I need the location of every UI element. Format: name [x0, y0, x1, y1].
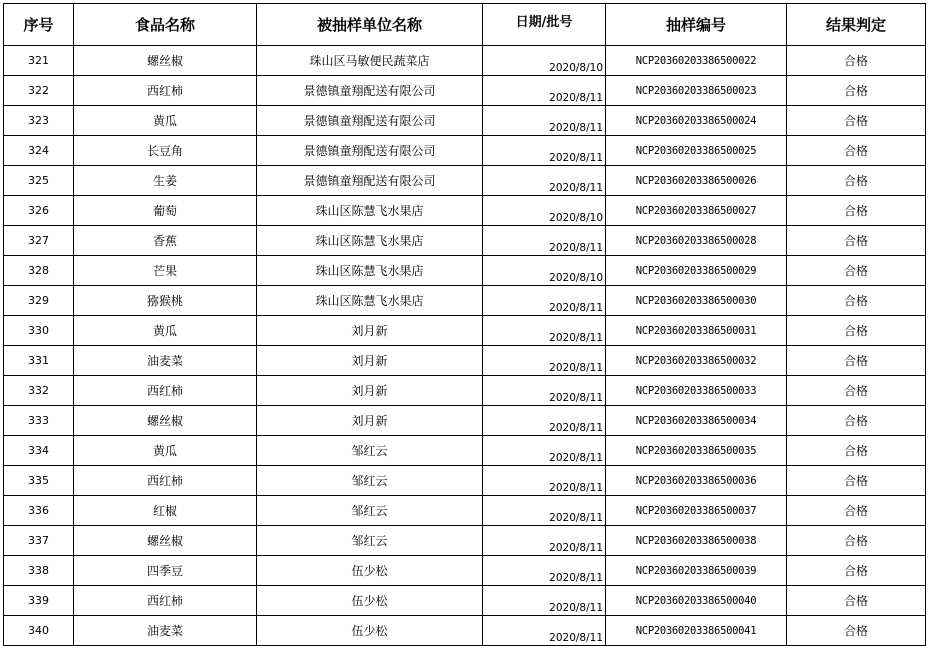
cell-serial-no[interactable]: 334	[4, 436, 74, 466]
cell-sampled-unit[interactable]: 景德镇童翔配送有限公司	[257, 106, 483, 136]
cell-result[interactable]: 合格	[787, 256, 926, 286]
cell-serial-no[interactable]: 340	[4, 616, 74, 646]
cell-food-name[interactable]: 螺丝椒	[74, 406, 257, 436]
cell-date-batch[interactable]: 2020/8/11	[483, 586, 606, 616]
header-sample-code[interactable]: 抽样编号	[606, 4, 787, 46]
cell-sample-code[interactable]: NCP20360203386500034	[606, 406, 787, 436]
cell-sample-code[interactable]: NCP20360203386500033	[606, 376, 787, 406]
cell-sample-code[interactable]: NCP20360203386500023	[606, 76, 787, 106]
cell-date-batch[interactable]: 2020/8/11	[483, 286, 606, 316]
cell-food-name[interactable]: 西红柿	[74, 586, 257, 616]
cell-food-name[interactable]: 猕猴桃	[74, 286, 257, 316]
cell-serial-no[interactable]: 322	[4, 76, 74, 106]
cell-sampled-unit[interactable]: 邹红云	[257, 496, 483, 526]
cell-sampled-unit[interactable]: 刘月新	[257, 346, 483, 376]
cell-sampled-unit[interactable]: 刘月新	[257, 376, 483, 406]
cell-result[interactable]: 合格	[787, 316, 926, 346]
cell-sample-code[interactable]: NCP20360203386500031	[606, 316, 787, 346]
header-food-name[interactable]: 食品名称	[74, 4, 257, 46]
cell-serial-no[interactable]: 339	[4, 586, 74, 616]
cell-date-batch[interactable]: 2020/8/11	[483, 466, 606, 496]
cell-food-name[interactable]: 油麦菜	[74, 346, 257, 376]
cell-sampled-unit[interactable]: 刘月新	[257, 406, 483, 436]
cell-food-name[interactable]: 四季豆	[74, 556, 257, 586]
cell-sampled-unit[interactable]: 邹红云	[257, 526, 483, 556]
table-row	[4, 196, 926, 226]
cell-date-batch[interactable]: 2020/8/11	[483, 616, 606, 646]
table-row	[4, 286, 926, 316]
cell-sampled-unit[interactable]: 景德镇童翔配送有限公司	[257, 166, 483, 196]
cell-sample-code[interactable]: NCP20360203386500024	[606, 106, 787, 136]
cell-food-name[interactable]: 红椒	[74, 496, 257, 526]
cell-date-batch[interactable]: 2020/8/11	[483, 226, 606, 256]
cell-sampled-unit[interactable]: 伍少松	[257, 616, 483, 646]
cell-date-batch[interactable]: 2020/8/11	[483, 496, 606, 526]
header-row	[4, 4, 926, 46]
cell-date-batch[interactable]: 2020/8/11	[483, 76, 606, 106]
header-date-batch[interactable]: 日期/批号	[483, 4, 606, 46]
table-row	[4, 586, 926, 616]
cell-sampled-unit[interactable]: 珠山区马敏便民蔬菜店	[257, 46, 483, 76]
cell-date-batch[interactable]: 2020/8/11	[483, 166, 606, 196]
cell-serial-no[interactable]: 337	[4, 526, 74, 556]
cell-result[interactable]: 合格	[787, 136, 926, 166]
cell-sampled-unit[interactable]: 珠山区陈慧飞水果店	[257, 226, 483, 256]
cell-sample-code[interactable]: NCP20360203386500036	[606, 466, 787, 496]
cell-sample-code[interactable]: NCP20360203386500027	[606, 196, 787, 226]
inspection-results-sheet	[3, 3, 925, 646]
cell-result[interactable]: 合格	[787, 46, 926, 76]
table-row	[4, 406, 926, 436]
cell-serial-no[interactable]: 333	[4, 406, 74, 436]
cell-date-batch[interactable]: 2020/8/10	[483, 256, 606, 286]
cell-food-name[interactable]: 生姜	[74, 166, 257, 196]
table-row	[4, 226, 926, 256]
cell-sampled-unit[interactable]: 邹红云	[257, 466, 483, 496]
cell-serial-no[interactable]: 332	[4, 376, 74, 406]
cell-food-name[interactable]: 西红柿	[74, 376, 257, 406]
cell-food-name[interactable]: 芒果	[74, 256, 257, 286]
cell-sample-code[interactable]: NCP20360203386500038	[606, 526, 787, 556]
cell-result[interactable]: 合格	[787, 556, 926, 586]
cell-result[interactable]: 合格	[787, 406, 926, 436]
cell-sampled-unit[interactable]: 伍少松	[257, 586, 483, 616]
table-row	[4, 496, 926, 526]
cell-food-name[interactable]: 西红柿	[74, 466, 257, 496]
cell-sampled-unit[interactable]: 珠山区陈慧飞水果店	[257, 256, 483, 286]
cell-result[interactable]: 合格	[787, 586, 926, 616]
cell-food-name[interactable]: 油麦菜	[74, 616, 257, 646]
cell-sample-code[interactable]: NCP20360203386500041	[606, 616, 787, 646]
cell-result[interactable]: 合格	[787, 466, 926, 496]
cell-sampled-unit[interactable]: 邹红云	[257, 436, 483, 466]
cell-date-batch[interactable]: 2020/8/11	[483, 526, 606, 556]
cell-food-name[interactable]: 葡萄	[74, 196, 257, 226]
cell-date-batch[interactable]: 2020/8/11	[483, 136, 606, 166]
cell-sampled-unit[interactable]: 伍少松	[257, 556, 483, 586]
cell-food-name[interactable]: 螺丝椒	[74, 526, 257, 556]
cell-serial-no[interactable]: 338	[4, 556, 74, 586]
table-row	[4, 376, 926, 406]
cell-serial-no[interactable]: 325	[4, 166, 74, 196]
cell-sampled-unit[interactable]: 珠山区陈慧飞水果店	[257, 196, 483, 226]
cell-sample-code[interactable]: NCP20360203386500025	[606, 136, 787, 166]
table-row	[4, 46, 926, 76]
cell-food-name[interactable]: 香蕉	[74, 226, 257, 256]
table-row	[4, 556, 926, 586]
cell-serial-no[interactable]: 335	[4, 466, 74, 496]
cell-sample-code[interactable]: NCP20360203386500022	[606, 46, 787, 76]
cell-sampled-unit[interactable]: 景德镇童翔配送有限公司	[257, 76, 483, 106]
cell-serial-no[interactable]: 324	[4, 136, 74, 166]
table-body	[4, 46, 926, 646]
table-row	[4, 526, 926, 556]
cell-date-batch[interactable]: 2020/8/11	[483, 346, 606, 376]
cell-food-name[interactable]: 黄瓜	[74, 436, 257, 466]
cell-date-batch[interactable]: 2020/8/11	[483, 436, 606, 466]
cell-food-name[interactable]: 西红柿	[74, 76, 257, 106]
cell-result[interactable]: 合格	[787, 76, 926, 106]
table-row	[4, 166, 926, 196]
cell-serial-no[interactable]: 328	[4, 256, 74, 286]
table-row	[4, 466, 926, 496]
cell-date-batch[interactable]: 2020/8/10	[483, 196, 606, 226]
cell-result[interactable]: 合格	[787, 376, 926, 406]
cell-sample-code[interactable]: NCP20360203386500029	[606, 256, 787, 286]
cell-sample-code[interactable]: NCP20360203386500026	[606, 166, 787, 196]
cell-result[interactable]: 合格	[787, 346, 926, 376]
cell-food-name[interactable]: 黄瓜	[74, 316, 257, 346]
cell-sample-code[interactable]: NCP20360203386500030	[606, 286, 787, 316]
cell-sample-code[interactable]: NCP20360203386500028	[606, 226, 787, 256]
cell-date-batch[interactable]: 2020/8/11	[483, 556, 606, 586]
cell-serial-no[interactable]: 331	[4, 346, 74, 376]
cell-result[interactable]: 合格	[787, 106, 926, 136]
table-row	[4, 316, 926, 346]
cell-result[interactable]: 合格	[787, 526, 926, 556]
cell-serial-no[interactable]: 321	[4, 46, 74, 76]
cell-date-batch[interactable]: 2020/8/11	[483, 376, 606, 406]
cell-result[interactable]: 合格	[787, 166, 926, 196]
cell-date-batch[interactable]: 2020/8/11	[483, 106, 606, 136]
cell-result[interactable]: 合格	[787, 496, 926, 526]
table-row	[4, 616, 926, 646]
cell-food-name[interactable]: 长豆角	[74, 136, 257, 166]
table-row	[4, 76, 926, 106]
table-row	[4, 436, 926, 466]
cell-result[interactable]: 合格	[787, 226, 926, 256]
cell-result[interactable]: 合格	[787, 286, 926, 316]
cell-sampled-unit[interactable]: 珠山区陈慧飞水果店	[257, 286, 483, 316]
cell-sample-code[interactable]: NCP20360203386500039	[606, 556, 787, 586]
cell-date-batch[interactable]: 2020/8/10	[483, 46, 606, 76]
cell-result[interactable]: 合格	[787, 616, 926, 646]
header-serial-no[interactable]: 序号	[4, 4, 74, 46]
cell-result[interactable]: 合格	[787, 436, 926, 466]
table-row	[4, 346, 926, 376]
cell-date-batch[interactable]: 2020/8/11	[483, 316, 606, 346]
cell-serial-no[interactable]: 327	[4, 226, 74, 256]
cell-food-name[interactable]: 黄瓜	[74, 106, 257, 136]
inspection-results-table	[3, 3, 926, 646]
cell-serial-no[interactable]: 326	[4, 196, 74, 226]
table-row	[4, 256, 926, 286]
cell-date-batch[interactable]: 2020/8/11	[483, 406, 606, 436]
cell-sample-code[interactable]: NCP20360203386500040	[606, 586, 787, 616]
cell-sampled-unit[interactable]: 刘月新	[257, 316, 483, 346]
table-row	[4, 106, 926, 136]
cell-food-name[interactable]: 螺丝椒	[74, 46, 257, 76]
header-sampled-unit[interactable]: 被抽样单位名称	[257, 4, 483, 46]
cell-sample-code[interactable]: NCP20360203386500035	[606, 436, 787, 466]
header-result[interactable]: 结果判定	[787, 4, 926, 46]
cell-sampled-unit[interactable]: 景德镇童翔配送有限公司	[257, 136, 483, 166]
cell-sample-code[interactable]: NCP20360203386500032	[606, 346, 787, 376]
cell-serial-no[interactable]: 330	[4, 316, 74, 346]
cell-serial-no[interactable]: 329	[4, 286, 74, 316]
cell-serial-no[interactable]: 323	[4, 106, 74, 136]
cell-result[interactable]: 合格	[787, 196, 926, 226]
table-row	[4, 136, 926, 166]
cell-sample-code[interactable]: NCP20360203386500037	[606, 496, 787, 526]
cell-serial-no[interactable]: 336	[4, 496, 74, 526]
